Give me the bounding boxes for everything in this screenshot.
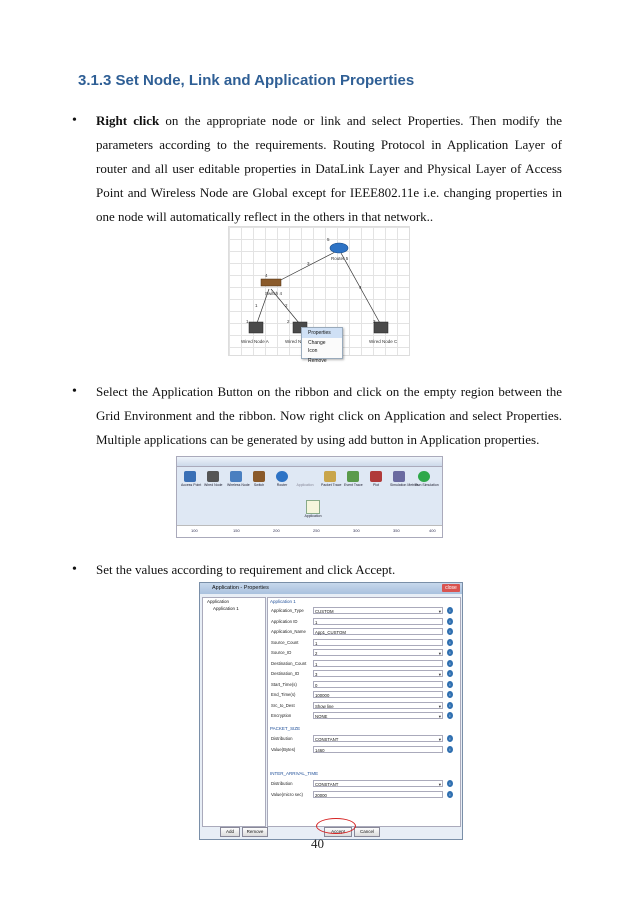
property-input[interactable]: 0 — [313, 681, 443, 688]
dialog-title-bar — [200, 583, 462, 594]
ruler-tick: 250 — [313, 528, 320, 533]
ruler-tick: 400 — [429, 528, 436, 533]
ribbon-button-event-trace[interactable] — [344, 471, 362, 487]
bullet-dot: • — [72, 113, 77, 128]
property-row — [271, 681, 456, 689]
ribbon-label: Packet Trace — [321, 483, 342, 487]
info-icon[interactable]: i — [447, 791, 453, 798]
property-dropdown[interactable]: NONE ▾ — [313, 712, 443, 719]
property-dropdown[interactable]: 3 ▾ — [313, 670, 443, 677]
switch-icon — [253, 471, 265, 482]
info-icon[interactable]: i — [447, 607, 453, 614]
number-label: 4 — [265, 273, 268, 278]
ruler-tick: 200 — [273, 528, 280, 533]
switch-label: Switch 4 — [265, 291, 283, 296]
info-icon[interactable]: i — [447, 691, 453, 698]
menu-item-properties[interactable]: Properties — [302, 328, 342, 338]
property-row — [271, 746, 456, 754]
ribbon-button-run-simulation[interactable] — [415, 471, 439, 487]
info-icon[interactable]: i — [447, 639, 453, 646]
property-input[interactable]: 1 — [313, 660, 443, 667]
info-icon[interactable]: i — [447, 618, 453, 625]
property-label: Distribution — [271, 736, 293, 741]
menu-item-remove[interactable]: Remove — [308, 358, 327, 364]
ribbon-button-simulation-metrics[interactable] — [390, 471, 419, 487]
number-label: 3 — [307, 261, 310, 266]
group-title: INTER_ARRIVAL_TIME — [270, 771, 319, 776]
info-icon[interactable]: i — [447, 670, 453, 677]
property-label: Source_Count — [271, 639, 299, 645]
property-row — [271, 607, 456, 615]
property-label: End_Time(s) — [271, 692, 296, 697]
properties-panel — [267, 597, 461, 827]
grid-ruler — [177, 525, 442, 538]
property-row — [271, 639, 456, 647]
property-label: Destination_ID — [271, 671, 300, 676]
property-row — [271, 618, 456, 626]
ribbon-screenshot — [176, 456, 443, 538]
tree-item-application-1[interactable]: Application 1 — [213, 606, 239, 611]
group-title: PACKET_SIZE — [270, 726, 301, 731]
bold-lead: Right click — [96, 113, 160, 128]
group-title: Application 1 — [270, 599, 296, 604]
router-label: Router 5 — [331, 256, 349, 261]
context-menu — [301, 327, 343, 364]
accept-button[interactable]: Accept — [324, 827, 352, 837]
info-icon[interactable]: i — [447, 746, 453, 753]
ribbon-button-wireless-node[interactable] — [227, 471, 250, 487]
node-b-label: Wired N — [285, 339, 302, 344]
info-icon[interactable]: i — [447, 681, 453, 688]
ribbon-icons — [181, 471, 438, 497]
property-row — [271, 691, 456, 699]
ruler-tick: 350 — [393, 528, 400, 533]
ribbon-tab-bar — [177, 457, 442, 467]
play-icon — [418, 471, 430, 482]
bullet-dot: • — [72, 384, 77, 399]
application-icon — [306, 500, 320, 514]
ribbon-label: Access Point — [181, 483, 202, 487]
application-item[interactable] — [302, 500, 324, 518]
ribbon-button-wired-node[interactable] — [204, 471, 222, 487]
add-button[interactable]: Add — [220, 827, 240, 837]
bullet-paragraph-2: Select the Application Button on the ribbon and click on the empty region between the Grid Environment and the ribbon. Now right click on Application and select Properties. Multiple applications can be generated by using add button in Application properties. — [96, 384, 562, 447]
ribbon-label: Run Simulation — [415, 483, 439, 487]
info-icon[interactable]: i — [447, 649, 453, 656]
property-row — [271, 628, 456, 636]
computer-icon — [207, 471, 219, 482]
number-label: 3 — [373, 319, 376, 324]
ribbon-label: Router — [276, 483, 288, 487]
info-icon[interactable]: i — [447, 702, 453, 709]
application-label: Application — [304, 514, 322, 518]
info-icon[interactable]: i — [447, 660, 453, 667]
property-dropdown[interactable]: CUSTOM ▾ — [313, 607, 443, 614]
property-label: Value(micro sec) — [271, 792, 303, 797]
ribbon-label: Wireless Node — [227, 483, 250, 487]
property-row — [271, 660, 456, 668]
ribbon-label: Plot — [372, 483, 380, 487]
bullet-paragraph-3: Set the values according to requirement and click Accept. — [96, 562, 396, 577]
access-point-icon — [184, 471, 196, 482]
property-input[interactable]: 20000 — [313, 791, 443, 798]
ribbon-button-plot[interactable] — [367, 471, 385, 487]
accept-highlight-circle — [316, 818, 356, 834]
info-icon[interactable]: i — [447, 712, 453, 719]
ribbon-button-application[interactable] — [296, 471, 314, 487]
property-row — [271, 670, 456, 678]
router-icon — [276, 471, 288, 482]
property-row — [271, 702, 456, 710]
property-dropdown[interactable]: CONSTANT ▾ — [313, 735, 443, 742]
section-heading: 3.1.3 Set Node, Link and Application Properties — [78, 72, 415, 89]
bullet-dot: • — [72, 562, 77, 577]
info-icon[interactable]: i — [447, 780, 453, 787]
ribbon-button-router[interactable] — [273, 471, 291, 487]
ribbon-button-access-point[interactable] — [181, 471, 202, 487]
remove-button[interactable]: Remove — [242, 827, 268, 837]
application-icon — [299, 471, 311, 482]
node-c-label: Wired Node C — [369, 339, 398, 344]
dialog-title: Application - Properties — [212, 585, 269, 591]
bullet-paragraph-1 — [96, 109, 562, 229]
number-label: 1 — [246, 319, 249, 324]
router-icon[interactable] — [330, 243, 348, 253]
ribbon-label: Event Trace — [344, 483, 363, 487]
property-input[interactable]: 1 — [313, 618, 443, 625]
ribbon-label: Wired Node — [204, 483, 223, 487]
close-button[interactable]: close — [442, 584, 460, 592]
switch-icon[interactable] — [261, 279, 281, 286]
number-label: 2 — [287, 319, 290, 324]
cancel-button[interactable]: Cancel — [354, 827, 380, 837]
property-row — [271, 649, 456, 657]
ruler-tick: 150 — [233, 528, 240, 533]
property-label: Application_Type — [271, 608, 304, 613]
property-label: Value(Bytes) — [271, 747, 296, 752]
menu-item-change-icon[interactable]: Change Icon — [308, 340, 326, 354]
info-icon[interactable]: i — [447, 735, 453, 742]
page-number: 40 — [311, 836, 324, 851]
ruler-tick: 100 — [191, 528, 198, 533]
property-input[interactable]: App1_CUSTOM — [313, 628, 443, 635]
property-input[interactable]: 1460 — [313, 746, 443, 753]
property-label: Destination_Count — [271, 660, 307, 666]
ribbon-button-switch[interactable] — [250, 471, 268, 487]
property-label: Distribution — [271, 781, 293, 786]
property-row — [271, 791, 456, 799]
property-dropdown[interactable]: CONSTANT ▾ — [313, 780, 443, 787]
laptop-icon — [230, 471, 242, 482]
property-row — [271, 735, 456, 743]
plot-icon — [370, 471, 382, 482]
ruler-tick: 300 — [353, 528, 360, 533]
node-a-label: Wired Node A — [241, 339, 269, 344]
number-label: 5 — [327, 237, 330, 242]
property-input[interactable]: 100000 — [313, 691, 443, 698]
ribbon-button-packet-trace[interactable] — [321, 471, 342, 487]
property-input[interactable]: 1 — [313, 639, 443, 646]
ribbon-label: Switch — [253, 483, 265, 487]
paragraph-text: on the appropriate node or link and select Properties. Then modify the parameters according to the requirements. Routing Protocol in Application Layer of router and all user editable properties in DataLink Layer and Physical Layer of Access Point and Wireless Node are Global except for IEEE802.11e i.e. changing properties in one node will automatically reflect in the others in that network.. — [96, 113, 562, 224]
event-trace-icon — [347, 471, 359, 482]
property-row — [271, 780, 456, 788]
packet-trace-icon — [324, 471, 336, 482]
property-label: Src_to_Dest — [271, 702, 295, 708]
info-icon[interactable]: i — [447, 628, 453, 635]
metrics-icon — [393, 471, 405, 482]
property-dropdown[interactable]: Show line ▾ — [313, 702, 443, 709]
application-properties-dialog — [199, 582, 463, 840]
property-label: Start_Time(s) — [271, 681, 297, 687]
ribbon-label: Application — [296, 483, 314, 487]
property-dropdown[interactable]: 2 ▾ — [313, 649, 443, 656]
number-label: 2 — [285, 303, 288, 308]
number-label: 4 — [359, 285, 362, 290]
property-label: Source_ID — [271, 650, 292, 655]
property-label: Encryption — [271, 713, 292, 718]
computer-icon-a[interactable] — [249, 322, 263, 333]
property-label: Application_Name — [271, 629, 306, 634]
number-label: 1 — [255, 303, 258, 308]
ribbon-label: Simulation Metrics — [390, 483, 419, 487]
property-label: Application ID — [271, 618, 298, 624]
tree-item-application[interactable]: Application — [207, 599, 230, 604]
computer-icon-c[interactable] — [374, 322, 388, 333]
property-row — [271, 712, 456, 720]
application-tree — [202, 597, 266, 827]
